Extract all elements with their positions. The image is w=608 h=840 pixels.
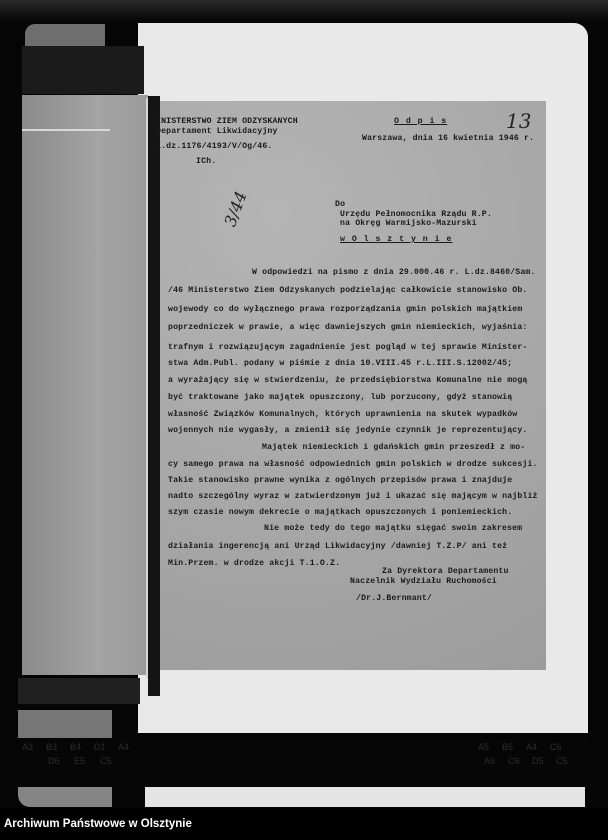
body-line: szym czasie nowym dekrecie o majątkach opuszczonych i poniemieckich. xyxy=(168,508,513,517)
body-line: /46 Ministerstwo Ziem Odzyskanych podzielając całkowicie stanowisko Ob. xyxy=(168,286,528,295)
folder-strip xyxy=(22,95,148,675)
ruler-mark: B3 xyxy=(46,742,58,752)
folder-tab xyxy=(25,24,105,46)
handwritten-note: 3/44 xyxy=(220,188,251,229)
ruler-mark: A3 xyxy=(22,742,34,752)
ruler-mark: B4 xyxy=(70,742,82,752)
ruler-mark: A4 xyxy=(118,742,130,752)
body-line: Takie stanowisko prawne wynika z ogólnych przepisów prawa i znajduje xyxy=(168,476,513,485)
signature-line-1: Za Dyrektora Departamentu xyxy=(382,567,509,576)
body-line: stwa Adm.Publ. podany w piśmie z dnia 10.VIII.45 r.L.III.S.12002/45; xyxy=(168,359,513,368)
body-line: działania ingerencją ani Urząd Likwidacyjny /dawniej T.Z.P/ ani też xyxy=(168,542,508,551)
ruler-mark: C5 xyxy=(556,756,568,766)
body-line: wojennych nie wygasły, a zmienił się jedynie czynnik je reprezentujący. xyxy=(168,426,528,435)
ruler-mark: A6 xyxy=(484,756,496,766)
recipient-region: na Okręg Warmijsko-Mazurski xyxy=(340,219,477,228)
ruler-mark: E5 xyxy=(74,756,86,766)
ruler-mark: B5 xyxy=(502,742,514,752)
folder-dark-band xyxy=(22,46,144,94)
body-line: własność Związków Komunalnych, których uprawnienia na skutek wypadków xyxy=(168,410,518,419)
reference-number: L.dz.1176/4193/V/Og/46. xyxy=(156,142,273,151)
body-line: poprzedniczek w prawie, a więc dawniejszych gmin niemieckich, wyjaśnia: xyxy=(168,323,528,332)
body-line: W odpowiedzi na pismo z dnia 29.000.46 r. L.dz.8460/Sam. xyxy=(252,268,536,277)
recipient-city: w O l s z t y n i e xyxy=(340,235,453,244)
signature-line-2: Naczelnik Wydziału Ruchomości xyxy=(350,577,497,586)
recipient-to: Do xyxy=(335,200,346,209)
signature-name: /Dr.J.Bernmant/ xyxy=(356,594,432,603)
ruler-mark: D5 xyxy=(532,756,544,766)
ministry-name: INISTERSTWO ZIEM ODZYSKANYCH xyxy=(156,117,298,126)
folder-foot xyxy=(18,787,112,807)
footer-bar xyxy=(0,808,608,840)
body-line: trafnym i rozwiązującym zagadnienie jest pogląd w tej sprawie Minister- xyxy=(168,343,528,352)
body-line: cy samego prawa na własność odpowiednich gmin polskich w drodze sukcesji. xyxy=(168,460,538,469)
calibration-ruler xyxy=(18,738,588,784)
body-line: być traktowane jako majątek opuszczony, lub porzucony, gdyż stanowią xyxy=(168,393,513,402)
ruler-mark: C6 xyxy=(550,742,562,752)
ruler-mark: D1 xyxy=(94,742,106,752)
recipient-office: Urzędu Pełnomocnika Rządu R.P. xyxy=(340,210,492,219)
body-line: Majątek niemieckich i gdańskich gmin przeszedł z mo- xyxy=(262,443,526,452)
folder-lower xyxy=(18,710,112,740)
handwritten-page-number: 13 xyxy=(506,109,532,133)
date-line: Warszawa, dnia 16 kwietnia 1946 r. xyxy=(362,134,535,143)
body-line: Nie może tedy do tego majątku sięgać swoim zakresem xyxy=(264,524,523,533)
copy-label: O d p i s xyxy=(394,117,448,126)
department-name: Departament Likwidacyjny xyxy=(156,127,278,136)
archive-name: Archiwum Państwowe w Olsztynie xyxy=(4,818,192,830)
folder-line xyxy=(22,129,110,131)
ruler-mark: C6 xyxy=(508,756,520,766)
body-line: a wyrażający się w stwierdzeniu, że przedsiębiorstwa Komunalne nie mogą xyxy=(168,376,528,385)
backing-sheet-lower xyxy=(145,787,585,807)
typed-letter xyxy=(156,101,546,670)
top-shadow xyxy=(0,0,608,22)
ruler-mark: C5 xyxy=(100,756,112,766)
body-line: wojewody co do wyłącznego prawa rozporządzania gmin polskich majątkiem xyxy=(168,305,523,314)
folder-bottom-band xyxy=(18,678,140,704)
ruler-mark: A4 xyxy=(526,742,538,752)
initials: ICh. xyxy=(196,157,217,166)
ruler-mark: A5 xyxy=(478,742,490,752)
ruler-mark: D6 xyxy=(48,756,60,766)
binding-spine xyxy=(148,96,160,696)
body-line: nadto szczególny wyraz w zatwierdzonym już i ukazać się mającym w najbliż xyxy=(168,492,538,501)
body-line: Min.Przem. w drodze akcji T.1.O.Z. xyxy=(168,559,341,568)
